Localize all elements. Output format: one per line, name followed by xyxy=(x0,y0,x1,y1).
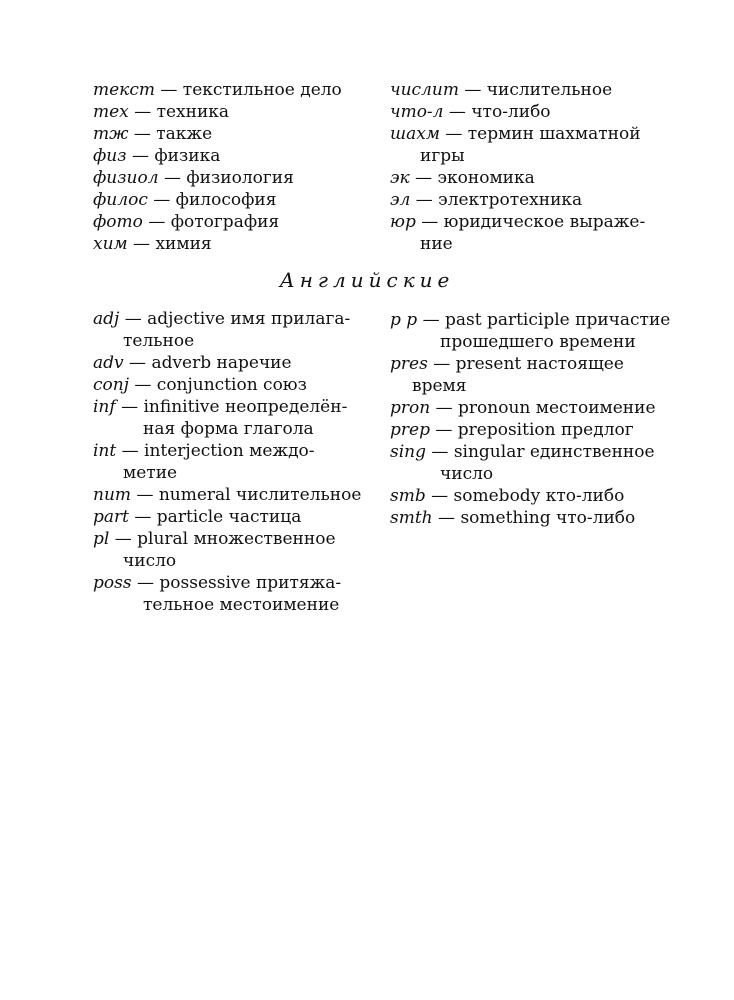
definition: техника xyxy=(156,102,230,122)
definition: химия xyxy=(155,234,212,254)
abbreviation: prep xyxy=(390,420,430,440)
definition: электротехника xyxy=(438,190,583,210)
definition: фотография xyxy=(170,212,280,232)
abbreviation-entry: фото — фотография xyxy=(93,212,280,232)
definition: preposition предлог xyxy=(457,420,634,440)
abbreviation-entry: adv — adverb наречие xyxy=(93,353,292,373)
abbreviation: sing xyxy=(390,442,426,462)
definition-continuation: метие xyxy=(123,463,178,483)
abbreviation: adv xyxy=(93,353,124,373)
abbreviation-entry: p p — past participle причастие прошедшего времени xyxy=(390,310,671,352)
definition: adverb наречие xyxy=(151,353,292,373)
definition-continuation: число xyxy=(123,551,177,571)
abbreviation-entry: pl — plural множественное число xyxy=(93,528,373,572)
definition: plural множественное xyxy=(137,529,336,549)
abbreviation: тж xyxy=(93,124,129,144)
definition: adjective имя прилага- xyxy=(147,309,351,329)
definition: interjection междо- xyxy=(144,441,315,461)
abbreviation-entry: физ — физика xyxy=(93,146,221,166)
abbreviation: хим xyxy=(93,234,128,254)
abbreviation: pres xyxy=(390,354,428,374)
definition: singular единственное xyxy=(453,442,655,462)
abbreviation: num xyxy=(93,485,132,505)
abbreviation: эл xyxy=(390,190,411,210)
russian-abbreviations-left-column xyxy=(93,79,373,255)
abbreviation-entry: текст — текстильное дело xyxy=(93,80,342,100)
abbreviation-entry: adj — adjective имя прилага- тельное xyxy=(93,308,373,352)
definition: numeral числительное xyxy=(158,485,362,505)
definition: particle частица xyxy=(156,507,302,527)
definition: философия xyxy=(175,190,277,210)
english-abbreviations-right-column xyxy=(390,309,671,529)
definition: infinitive неопределён- xyxy=(143,397,348,417)
definition: текстильное дело xyxy=(182,80,342,100)
abbreviation-entry: хим — химия xyxy=(93,234,212,254)
definition: физиология xyxy=(186,168,294,188)
abbreviation-entry: филос — философия xyxy=(93,190,277,210)
abbreviation: филос xyxy=(93,190,148,210)
abbreviation-entry: эк — экономика xyxy=(390,168,535,188)
abbreviation-entry: эл — электротехника xyxy=(390,190,583,210)
abbreviation-entry: num — numeral числительное xyxy=(93,485,362,505)
definition: something что-либо xyxy=(460,508,636,528)
abbreviation: эк xyxy=(390,168,410,188)
abbreviation: pl xyxy=(93,529,110,549)
definition-continuation: ние xyxy=(420,234,453,254)
abbreviation: int xyxy=(93,441,117,461)
abbreviation-entry: poss — possessive притяжа- тельное местоимение xyxy=(93,572,373,616)
definition: экономика xyxy=(437,168,535,188)
definition-continuation: прошедшего времени xyxy=(440,332,636,352)
abbreviation-entry: тех — техника xyxy=(93,102,230,122)
definition: present настоящее xyxy=(455,354,624,374)
definition: possessive притяжа- xyxy=(159,573,342,593)
abbreviation: p p xyxy=(390,310,418,330)
definition-continuation: ная форма глагола xyxy=(143,419,314,439)
abbreviation-entry: part — particle частица xyxy=(93,507,302,527)
abbreviation-entry: что-л — что-либо xyxy=(390,102,551,122)
definition: past participle причастие xyxy=(444,310,671,330)
abbreviation-entry: числит — числительное xyxy=(390,80,613,100)
abbreviation: физ xyxy=(93,146,127,166)
definition: pronoun местоимение xyxy=(458,398,656,418)
definition-continuation: число xyxy=(440,464,494,484)
abbreviation-entry: тж — также xyxy=(93,124,213,144)
abbreviation-entry: физиол — физиология xyxy=(93,168,294,188)
russian-abbreviations-right-column xyxy=(390,79,660,255)
abbreviation: part xyxy=(93,507,129,527)
abbreviation: тех xyxy=(93,102,129,122)
abbreviation-entry: pres — present настоящее время xyxy=(390,353,665,397)
abbreviation: физиол xyxy=(93,168,159,188)
abbreviation: adj xyxy=(93,309,120,329)
definition-continuation: тельное xyxy=(123,331,195,351)
definition-continuation: время xyxy=(412,376,467,396)
definition: числительное xyxy=(486,80,613,100)
abbreviation-entry: sing — singular единственное число xyxy=(390,441,665,485)
abbreviation: pron xyxy=(390,398,431,418)
abbreviation: шахм xyxy=(390,124,440,144)
abbreviation: inf xyxy=(93,397,116,417)
abbreviation-entry: шахм — термин шахматной игры xyxy=(390,123,660,167)
definition: термин шахматной xyxy=(467,124,641,144)
definition: юридическое выраже- xyxy=(443,212,646,232)
abbreviation-entry: юр — юридическое выраже- ние xyxy=(390,211,660,255)
definition: somebody кто-либо xyxy=(453,486,625,506)
abbreviation-entry: conj — conjunction союз xyxy=(93,375,307,395)
abbreviation: юр xyxy=(390,212,416,232)
section-heading-english: Английские xyxy=(279,268,455,292)
abbreviation-entry: smb — somebody кто-либо xyxy=(390,486,625,506)
definition: conjunction союз xyxy=(156,375,307,395)
abbreviation-entry: inf — infinitive неопределён- ная форма глагола xyxy=(93,396,373,440)
abbreviation-entry: prep — preposition предлог xyxy=(390,420,634,440)
abbreviation: smth xyxy=(390,508,433,528)
abbreviation: числит xyxy=(390,80,459,100)
definition: что-либо xyxy=(471,102,551,122)
abbreviation: текст xyxy=(93,80,155,100)
abbreviation-entry: smth — something что-либо xyxy=(390,508,636,528)
abbreviation: smb xyxy=(390,486,426,506)
definition: также xyxy=(156,124,213,144)
abbreviation-entry: pron — pronoun местоимение xyxy=(390,398,656,418)
abbreviation: фото xyxy=(93,212,143,232)
english-abbreviations-left-column xyxy=(93,308,373,616)
abbreviation: conj xyxy=(93,375,129,395)
definition: физика xyxy=(154,146,221,166)
definition-continuation: тельное местоимение xyxy=(143,595,340,615)
abbreviation-entry: int — interjection междо- метие xyxy=(93,440,373,484)
abbreviation: poss xyxy=(93,573,132,593)
abbreviation: что-л xyxy=(390,102,444,122)
definition-continuation: игры xyxy=(420,146,465,166)
